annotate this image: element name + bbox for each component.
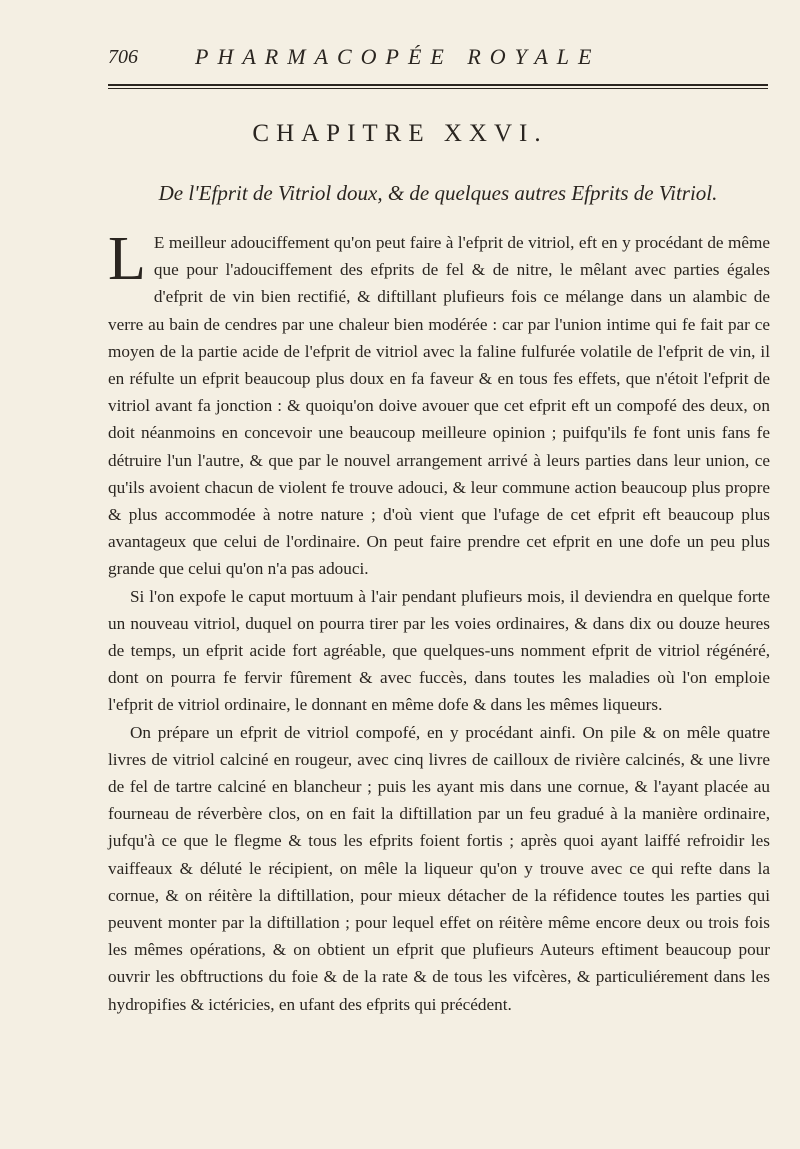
paragraph-2: Si l'on expofe le caput mortuum à l'air pendant plufieurs mois, il deviendra en quelque forte un nouveau vitriol, duquel on pourra tirer par les voies ordinaires, & dans dix ou douze heures de temps, un efprit acide fort agréable, que quelques-uns nomment efprit de vitriol régénéré, dont on pourra fe fervir fûrement & avec fuccès, dans toutes les maladies où l'on emploie l'efprit de vitriol ordinaire, le donnant en même dofe & dans les mêmes liqueurs.	[108, 586, 770, 715]
chapter-subtitle: De l'Efprit de Vitriol doux, & de quelques autres Efprits de Vitriol.	[158, 181, 718, 205]
running-head	[0, 44, 800, 76]
running-title: PHARMACOPÉE ROYALE	[195, 44, 601, 69]
header-rule	[108, 84, 768, 89]
paragraph-1	[108, 225, 770, 583]
drop-cap: L	[108, 225, 146, 293]
paragraph-3: On prépare un efprit de vitriol compofé, en y procédant ainfi. On pile & on mêle quatre livres de vitriol calciné en rougeur, avec cinq livres de cailloux de rivière calcinés, & une livre de fel de tartre calciné en blancheur ; puis les ayant mis dans une cornue, & l'ayant placée au fourneau de réverbère clos, on en fait la diftillation par un feu gradué à la manière ordinaire, jufqu'à ce que le flegme & tous les efprits foient fortis ; après quoi ayant laiffé refroidir les vaiffeaux & déluté le récipient, on mêle la liqueur qu'on y trouve avec ce qui refte dans la cornue, & on réitère la diftillation, pour mieux détacher de la réfidence toutes les parties qui peuvent monter par la diftillation ; pour lequel effet on réitère même encore deux ou trois fois les mêmes opérations, & on obtient un efprit que plufieurs Auteurs eftiment beaucoup pour ouvrir les obftructions du foie & de la rate & de tous les vifcères, & particuliérement dans les hydropifies & ictéricies, en ufant des efprits qui précédent.	[108, 722, 770, 1014]
chapter-title: CHAPITRE XXVI.	[252, 120, 548, 147]
body-text	[108, 225, 770, 1018]
page-number: 706	[108, 46, 138, 68]
paragraph-1-text: E meilleur adouciffement qu'on peut faire à l'efprit de vitriol, eft en y procédant de même que pour l'adouciffement des efprits de fel & de nitre, le mêlant avec parties égales d'efprit de vin bien rectifié, & diftillant plufieurs fois ce mélange dans un alambic de verre au bain de cendres par une chaleur bien modérée : car par l'union intime qui fe fait par ce moyen de la partie acide de l'efprit de vitriol avec la faline fulfurée volatile de l'efprit de vin, il en réfulte un efprit beaucoup plus doux en fa faveur & en tous fes effets, que n'étoit l'efprit de vitriol avant fa jonction : & quoiqu'on doive avouer que cet efprit eft un compofé des deux, on doit néanmoins en concevoir une beaucoup meilleure opinion ; puifqu'ils fe font unis fans fe détruire l'un l'autre, & que par le nouvel arrangement arrivé à leurs parties dans leur union, ce qu'ils avoient chacun de violent fe trouve adouci, & leur commune action beaucoup plus propre & plus accommodée à notre nature ; d'où vient que l'ufage de cet efprit eft beaucoup plus avantageux que celui de l'ordinaire. On peut faire prendre cet efprit en une dofe un peu plus grande que celui qu'on n'a pas adouci.	[108, 233, 770, 579]
